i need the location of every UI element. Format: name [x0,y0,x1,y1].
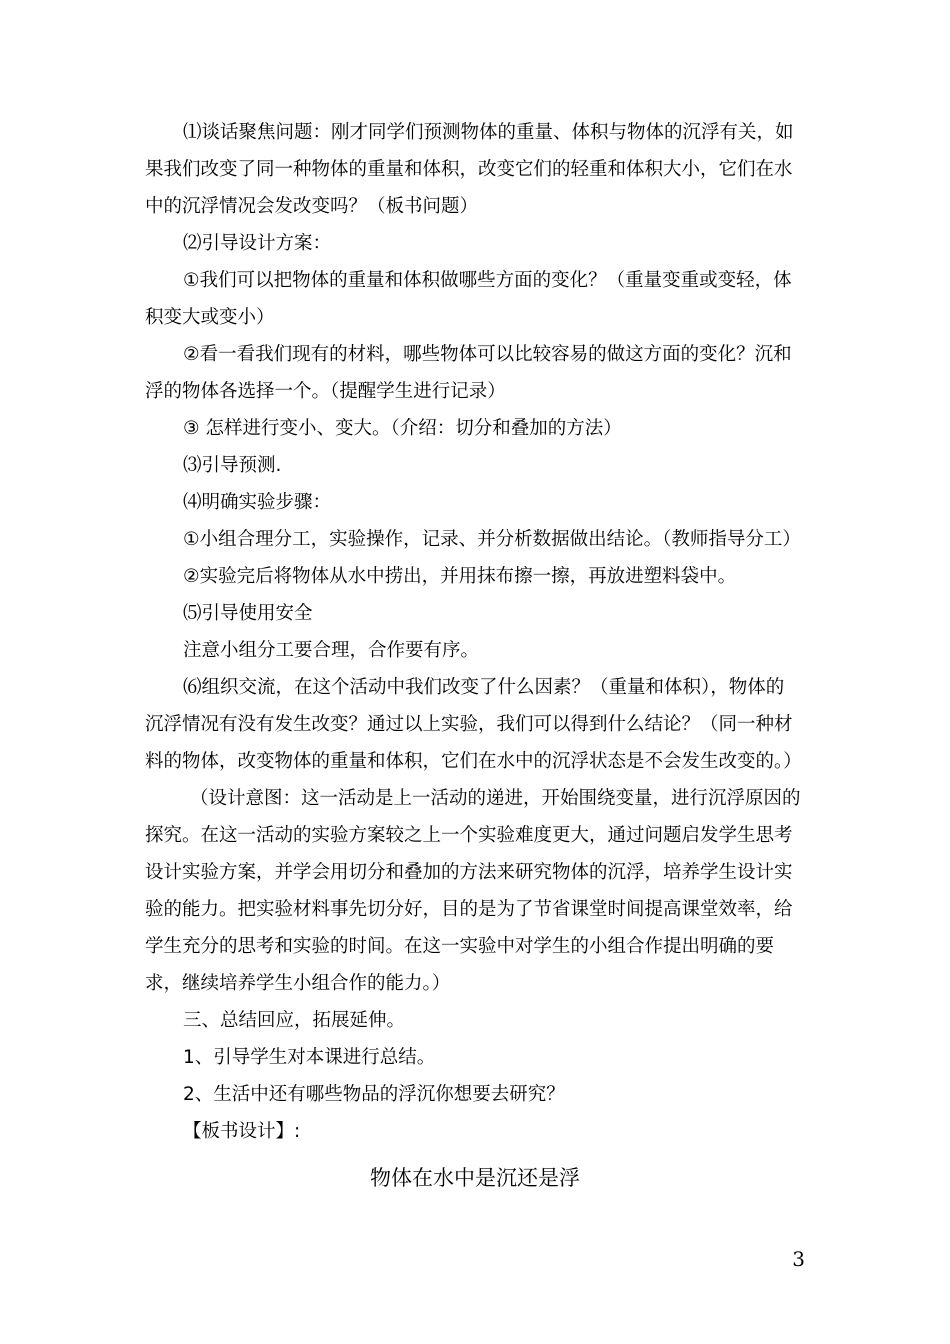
text-line: 积变大或变小） [145,307,275,328]
text-line: 中的沉浮情况会发改变吗？（板书问题） [145,196,479,217]
text-line: 料的物体，改变物体的重量和体积，它们在水中的沉浮状态是不会发生改变的。） [145,751,802,772]
text-line: 沉浮情况有没有发生改变？通过以上实验，我们可以得到什么结论？（同一种材 [145,714,793,735]
text-line: 注意小组分工要合理，合作要有序。 [183,640,480,661]
board-design-label: 【板书设计】: [183,1121,301,1142]
text-line: ⑷明确实验步骤： [183,492,332,513]
section-heading: 三、总结回应，拓展延伸。 [183,1010,406,1031]
text-line: 探究。在这一活动的实验方案较之上一个实验难度更大，通过问题启发学生思考 [145,825,793,846]
board-title: 物体在水中是沉还是浮 [370,1166,580,1190]
text-line: ⑶引导预测. [183,455,282,476]
text-line: 设计实验方案，并学会用切分和叠加的方法来研究物体的沉浮，培养学生设计实 [145,862,793,883]
text-line: 1、引导学生对本课进行总结。 [183,1047,436,1068]
text-line: （设计意图：这一活动是上一活动的递进，开始围绕变量，进行沉浮原因的 [190,788,801,809]
text-line: ⑸引导使用安全 [183,603,313,624]
text-line: 验的能力。把实验材料事先切分好，目的是为了节省课堂时间提高课堂效率，给 [145,899,793,920]
text-line: ⑴谈话聚焦问题：刚才同学们预测物体的重量、体积与物体的沉浮有关，如 [183,122,794,143]
text-line: ⑵引导设计方案： [183,233,332,254]
text-line: ①我们可以把物体的重量和体积做哪些方面的变化？（重量变重或变轻，体 [183,270,792,291]
text-line: ①小组合理分工，实验操作，记录、并分析数据做出结论。（教师指导分工） [183,529,801,550]
text-line: ②实验完后将物体从水中捞出，并用抹布擦一擦，再放进塑料袋中。 [183,566,737,587]
page-number: 3 [792,1247,805,1271]
text-line: ⑹组织交流，在这个活动中我们改变了什么因素？（重量和体积），物体的 [183,677,785,698]
text-line: 2、生活中还有哪些物品的浮沉你想要去研究？ [183,1084,565,1105]
text-line: 浮的物体各选择一个。（提醒学生进行记录） [145,381,506,402]
text-line: 求，继续培养学生小组合作的能力。） [145,973,451,994]
text-line: 学生充分的思考和实验的时间。在这一实验中对学生的小组合作提出明确的要 [145,936,775,957]
text-line: 果我们改变了同一种物体的重量和体积，改变它们的轻重和体积大小，它们在水 [145,159,793,180]
text-line: ③ 怎样进行变小、变大。（介绍：切分和叠加的方法） [183,418,622,439]
text-line: ②看一看我们现有的材料，哪些物体可以比较容易的做这方面的变化？沉和 [183,344,792,365]
